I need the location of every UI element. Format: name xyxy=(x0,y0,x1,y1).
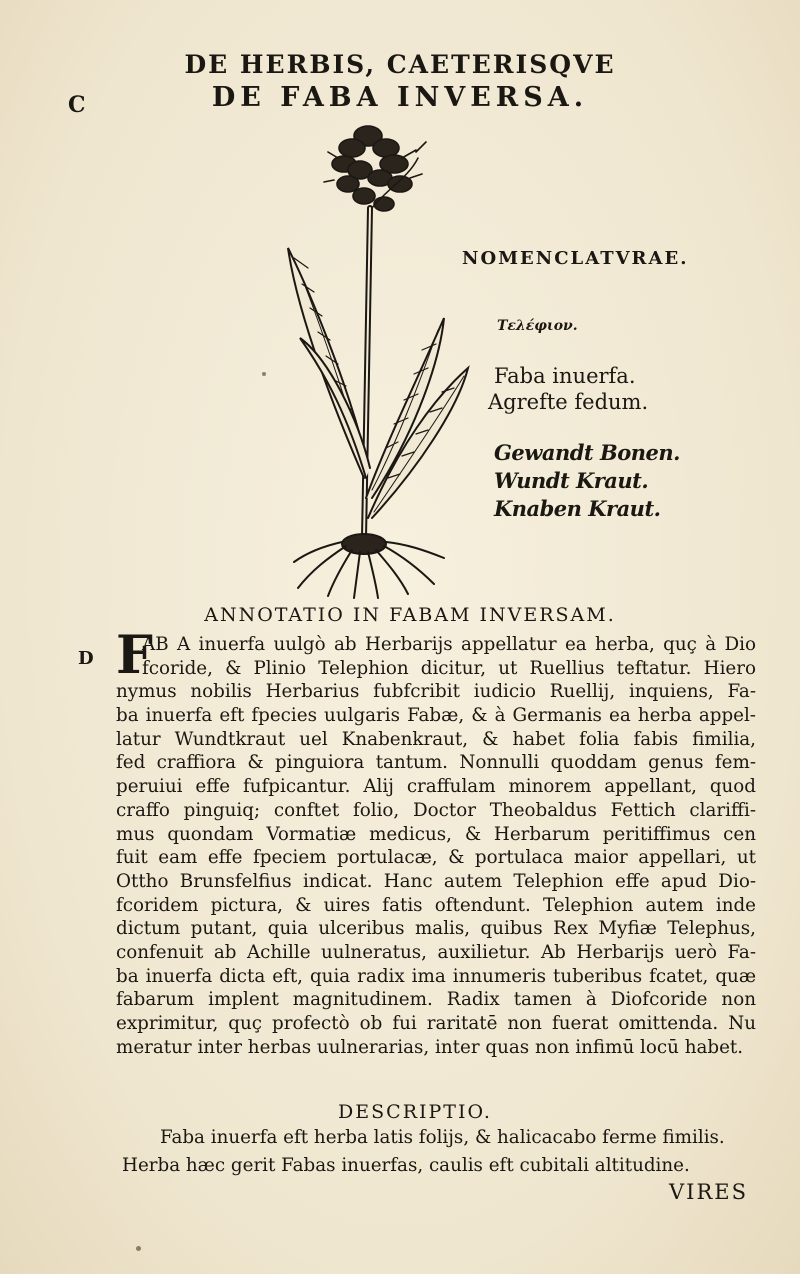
nomenclature-title: NOMENCLATVRAE. xyxy=(462,248,689,269)
greek-name: Τελέφιον. xyxy=(497,318,578,334)
text-line: fcoride, & Plinio Telephion dicitur, ut Ruellius teftatur. Hiero xyxy=(142,657,756,679)
text-line: ba inuerfa eft fpecies uulgaris Fabæ, & à Germanis ea herba appel- xyxy=(116,705,756,727)
description-title: DESCRIPTIO. xyxy=(338,1101,492,1123)
annotation-body xyxy=(116,625,756,1059)
text-line: latur Wundtkraut uel Knabenkraut, & habet folia fabis fimilia, xyxy=(116,728,756,750)
text-line: dictum putant, quia ulceribus malis, quibus Rex Myfiæ Telephus, xyxy=(116,918,756,940)
ink-speck xyxy=(262,372,266,376)
text-line: Ottho Brunsfelfius indicat. Hanc autem Telephion effe apud Dio- xyxy=(116,870,756,892)
text-line: fcoridem pictura, & uires fatis oftendunt. Telephion autem inde xyxy=(116,894,756,916)
text-line: confenuit ab Achille uulneratus, auxilietur. Ab Herbarijs uerò Fa- xyxy=(116,941,756,963)
description-line-2: Herba hæc gerit Fabas inuerfas, caulis eft cubitali altitudine. xyxy=(122,1155,690,1176)
text-line: fuit eam effe fpeciem portulacæ, & portulaca maior appellari, ut xyxy=(116,847,756,869)
german-name-1: Gewandt Bonen. xyxy=(494,440,680,465)
text-line: meratur inter herbas uulnerarias, inter quas non infimū locū habet. xyxy=(116,1036,744,1058)
description-line-1: Faba inuerfa eft herba latis folijs, & halicacabo ferme fimilis. xyxy=(160,1127,725,1148)
catchword: VIRES xyxy=(669,1180,748,1204)
annotation-title: ANNOTATIO IN FABAM INVERSAM. xyxy=(204,604,616,626)
ink-speck xyxy=(136,1246,141,1251)
text-line: craffo pinguiq; conftet folio, Doctor Theobaldus Fettich clariffi- xyxy=(116,799,756,821)
plant-leaves xyxy=(288,158,468,518)
text-line: AB A inuerfa uulgò ab Herbarijs appellatur ea herba, quç à Dio xyxy=(142,634,756,655)
chapter-title: DE FABA INVERSA. xyxy=(211,82,589,113)
text-line: ba inuerfa dicta eft, quia radix ima innumeris tuberibus fcatet, quæ xyxy=(116,965,756,987)
text-line: fabarum implent magnitudinem. Radix tamen à Diofcoride non xyxy=(116,989,756,1011)
plant-roots xyxy=(294,534,444,598)
latin-name-2: Agrefte fedum. xyxy=(488,390,649,414)
text-line: nymus nobilis Herbarius fubfcribit iudicio Ruellij, inquiens, Fa- xyxy=(116,681,756,703)
plant-woodcut-illustration xyxy=(268,118,478,600)
text-line: exprimitur, quç profectò ob fui raritatē non fuerat omittenda. Nu xyxy=(116,1013,756,1034)
text-line: mus quondam Vormatiæ medicus, & Herbarum peritiffimus cen xyxy=(116,823,756,845)
drop-cap: F xyxy=(116,625,153,686)
german-name-3: Knaben Kraut. xyxy=(494,496,661,521)
text-line: fed craffiora & pinguiora tantum. Nonnulli quoddam genus fem- xyxy=(116,752,756,774)
margin-letter-d: D xyxy=(78,648,94,669)
running-title: DE HERBIS, CAETERISQVE xyxy=(184,50,616,79)
latin-name-1: Faba inuerfa. xyxy=(494,364,636,388)
text-line: peruiui effe fufpicantur. Alij craffulam minorem appellant, quod xyxy=(116,776,756,798)
german-name-2: Wundt Kraut. xyxy=(494,468,649,493)
margin-letter-c: C xyxy=(68,92,86,118)
